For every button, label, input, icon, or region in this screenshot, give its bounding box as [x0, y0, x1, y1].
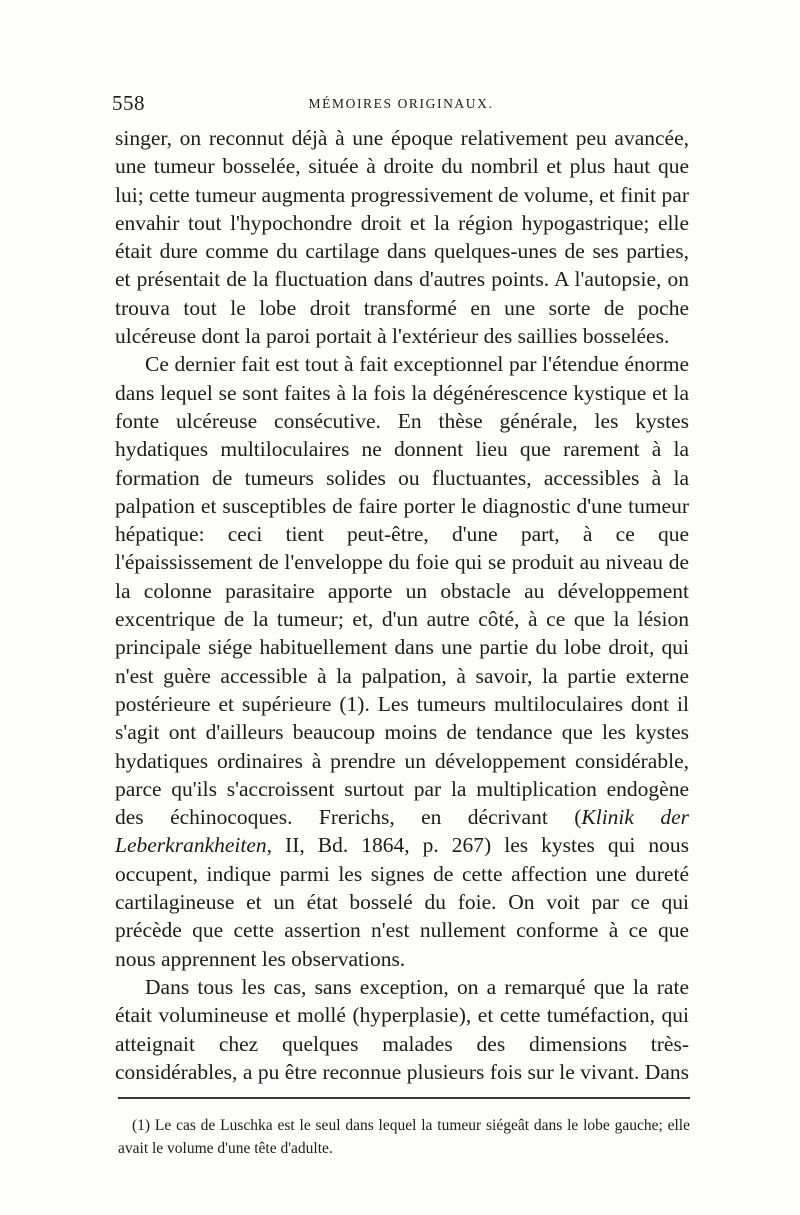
page-number: 558: [112, 91, 145, 115]
paragraph-continued: singer, on reconnut déjà à une époque relativement peu avancée, une tumeur bosselée, située à droite du nombril et plus haut que lui; cette tumeur augmenta progressivement de volume, et finit par envahir tout l'hypochondre droit et la région hypogastrique; elle était dure comme du cartilage dans quelques-unes de ses parties, et présentait de la fluctuation dans d'autres points. A l'autopsie, on trouva tout le lobe droit transformé en une sorte de poche ulcéreuse dont la paroi portait à l'extérieur des saillies bosselées.: [115, 126, 689, 349]
footnote: (1) Le cas de Luschka est le seul dans lequel la tumeur siégeât dans le lobe gauche; elle avait le volume d'une tête d'adulte.: [118, 1117, 690, 1157]
page-header: [112, 91, 690, 121]
footnote-divider: [118, 1097, 690, 1099]
paragraph-spleen: Dans tous les cas, sans exception, on a remarqué que la rate était volumineuse et mollé (hyperplasie), et cette tuméfaction, qui atteignait chez quelques malades des dimensions très-considérables, a pu être reconnue plusieurs fois sur le vivant. Dans: [115, 974, 689, 1084]
running-head: MÉMOIRES ORIGINAUX.: [308, 96, 494, 111]
paragraph-text: Ce dernier fait est tout à fait exceptionnel par l'étendue énorme dans lequel se sont faites à la fois la dégénérescence kystique et la fonte ulcéreuse consécutive. En thèse générale, les kystes hydatiques multiloculaires ne donnent lieu que rarement à la formation de tumeurs solides ou fluctuantes, accessibles à la palpation et susceptibles de faire porter le diagnostic d'une tumeur hépatique: ceci tient peut-être, d'une part, à ce que l'épaississement de l'enveloppe du foie qui se produit au niveau de la colonne parasitaire apporte un obstacle au développement excentrique de la tumeur; et, d'un autre côté, à ce que la lésion principale siége habituellement dans une partie du lobe droit, qui n'est guère accessible à la palpation, à savoir, la partie externe postérieure et supérieure (1). Les tumeurs multiloculaires dont il s'agit ont d'ailleurs beaucoup moins de tendance que les kystes hydatiques ordinaires à prendre un développement considérable, parce qu'ils s'accroissent surtout par la multiplication endogène des échinocoques. Frerichs, en décrivant (: [115, 352, 689, 830]
citation-title: Klinik der Leberkrankheiten,: [115, 805, 689, 858]
paragraph-text-continued: II, Bd. 1864, p. 267) les kystes qui nous occupent, indique parmi les signes de cette affection une dureté cartilagineuse et un état bosselé du foie. On voit par ce qui précède que cette assertion n'est nullement conforme à ce que nous apprennent les observations.: [115, 833, 689, 971]
main-text: [115, 124, 689, 1086]
paragraph-exceptional-case: [115, 350, 689, 973]
